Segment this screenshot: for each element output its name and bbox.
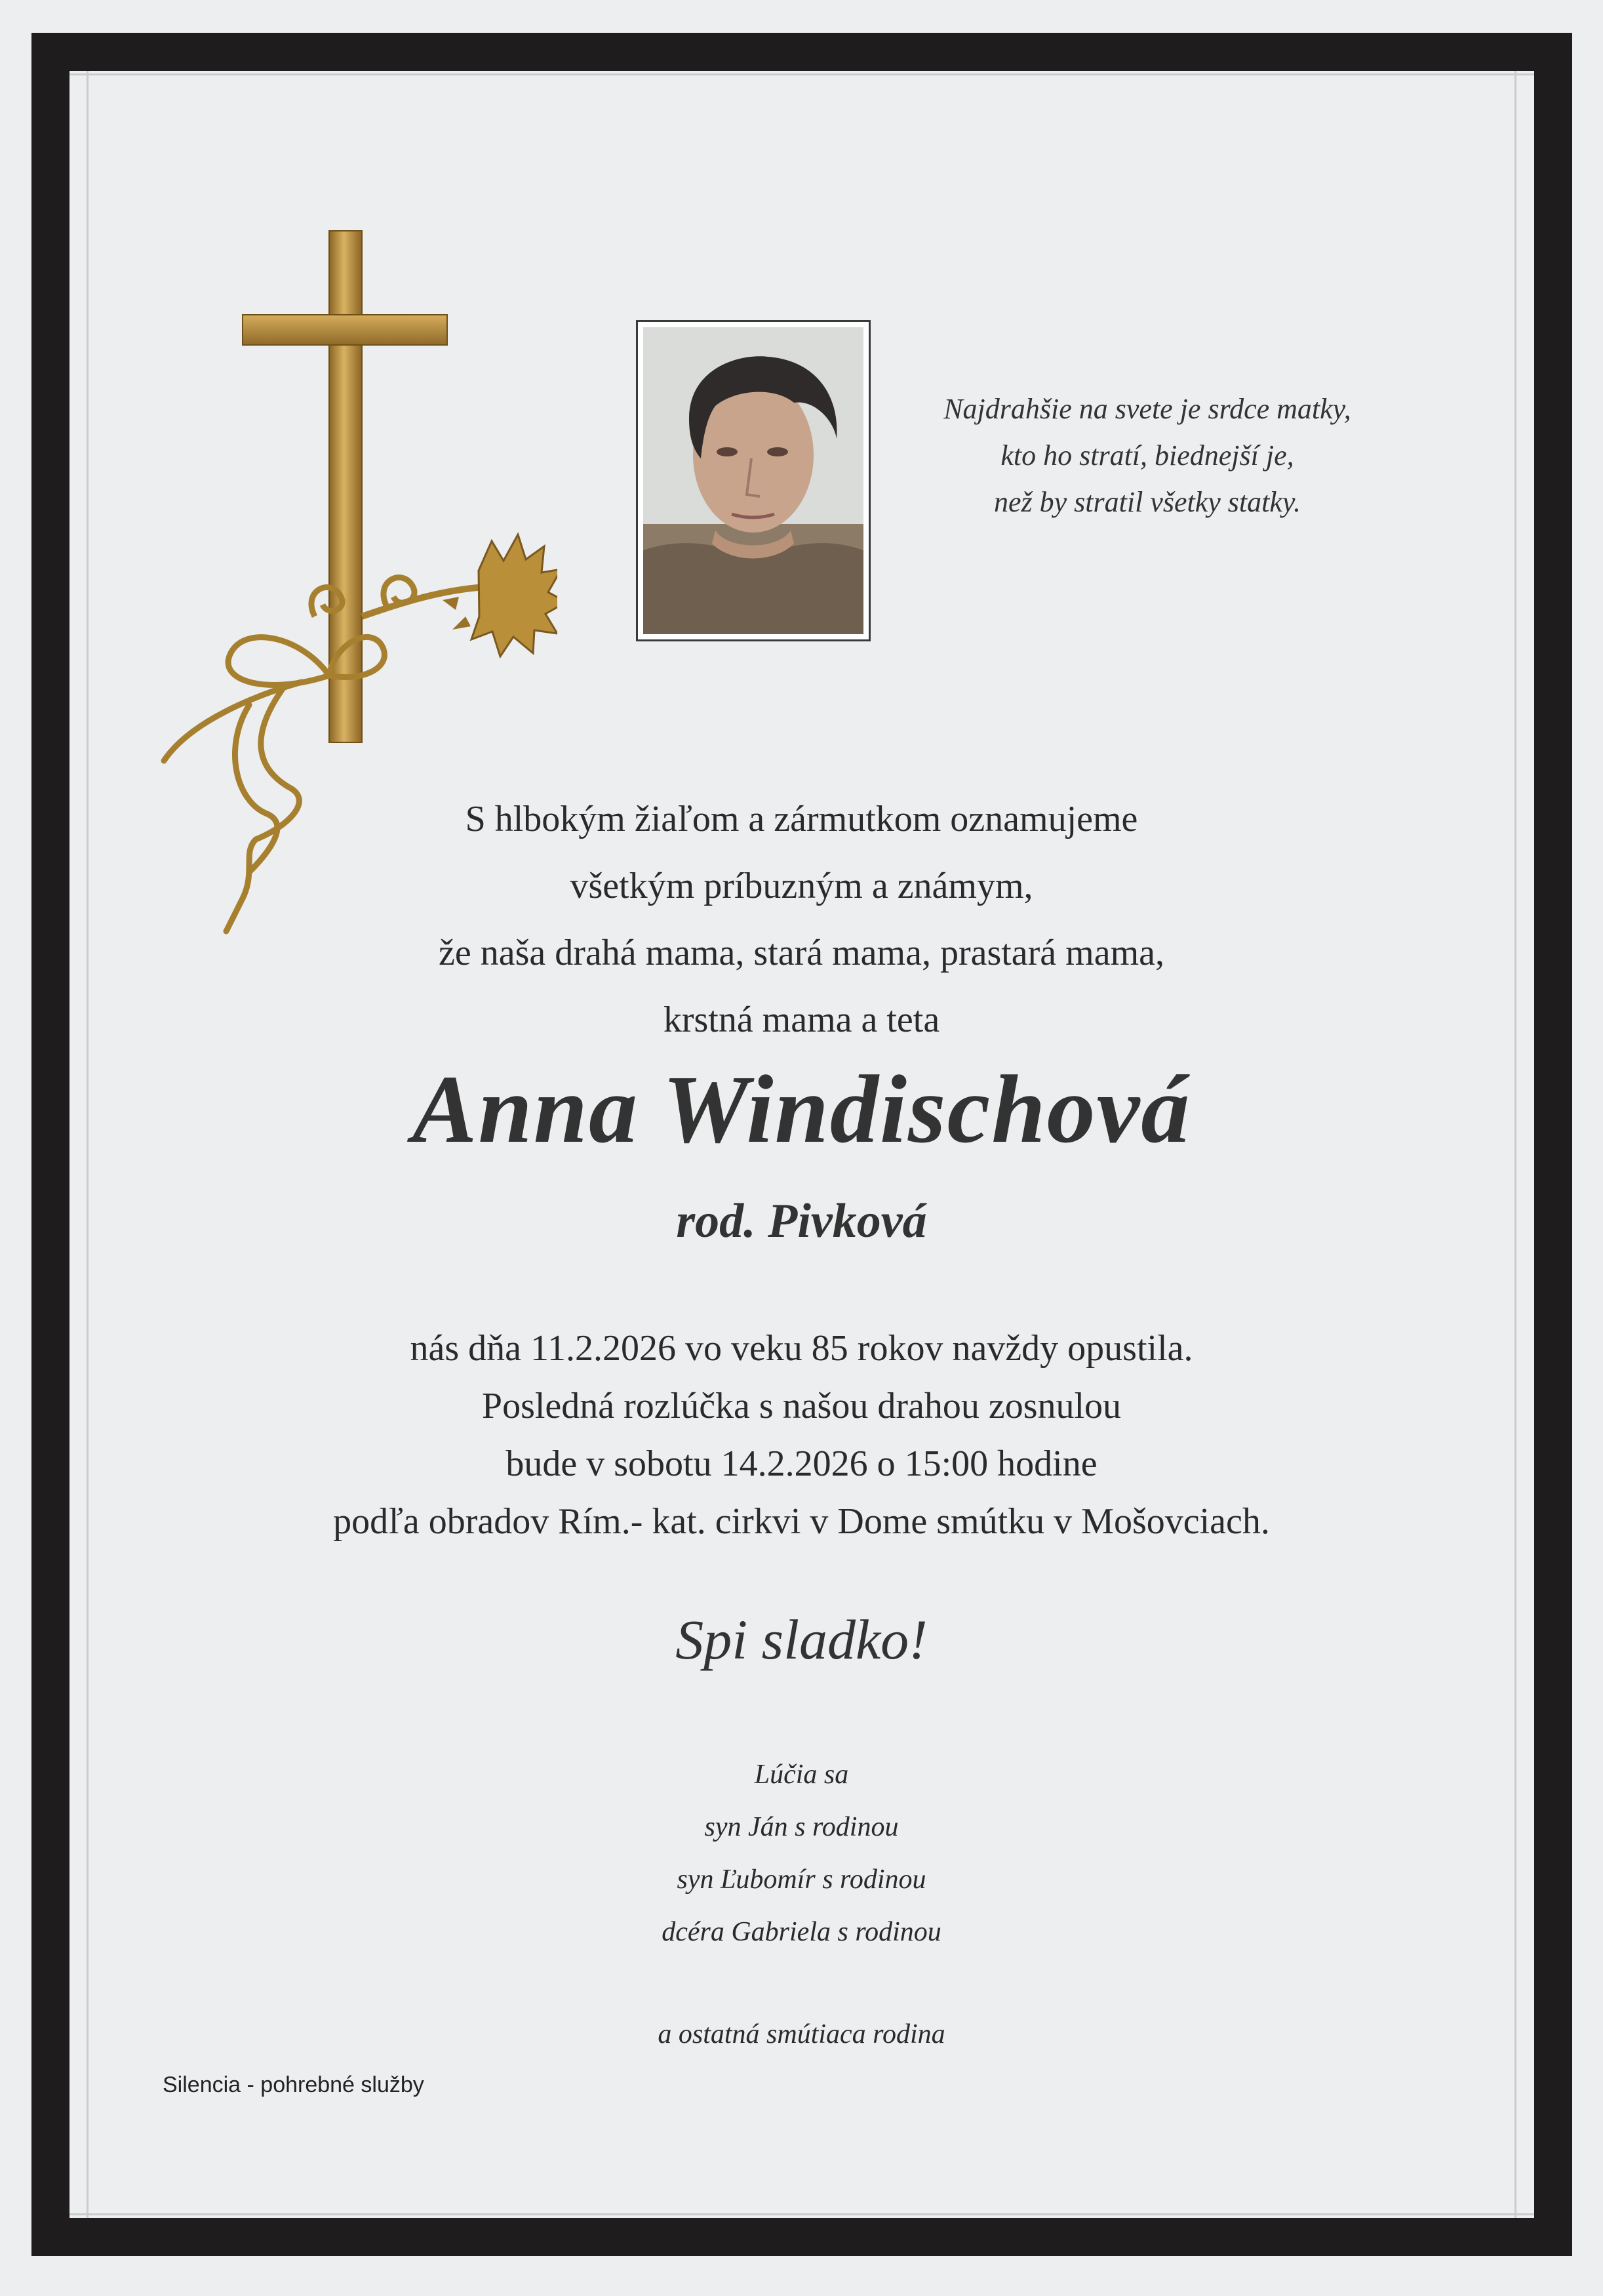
details-line-1: nás dňa 11.2.2026 vo veku 85 rokov navždy opustila. bbox=[410, 1328, 1193, 1369]
mourners-line-4: dcéra Gabriela s rodinou bbox=[662, 1917, 941, 1947]
poem-line-2: kto ho stratí, biednejší je, bbox=[1000, 439, 1294, 472]
frame-bottom bbox=[31, 2218, 1572, 2256]
mourners-line-3: syn Ľubomír s rodinou bbox=[677, 1864, 926, 1895]
frame-inner-bottom bbox=[69, 2213, 1534, 2215]
announcement-line-4: krstná mama a teta bbox=[663, 999, 940, 1040]
poem bbox=[852, 386, 1442, 525]
portrait-image bbox=[643, 327, 863, 634]
mourners-list bbox=[0, 1748, 1603, 1958]
farewell-text: Spi sladko! bbox=[675, 1608, 928, 1671]
maiden-name: rod. Pivková bbox=[676, 1194, 927, 1248]
portrait-photo bbox=[636, 320, 871, 641]
mourners-rest: a ostatná smútiaca rodina bbox=[658, 2019, 945, 2049]
funeral-service-name: Silencia - pohrebné služby bbox=[163, 2072, 424, 2097]
frame-top bbox=[31, 33, 1572, 71]
deceased-name: Anna Windischová bbox=[412, 1056, 1191, 1163]
mourners-line-2: syn Ján s rodinou bbox=[704, 1812, 899, 1842]
announcement bbox=[0, 786, 1603, 1053]
poem-line-1: Najdrahšie na svete je srdce matky, bbox=[943, 393, 1351, 425]
announcement-line-1: S hlbokým žiaľom a zármutkom oznamujeme bbox=[465, 799, 1138, 839]
mourners-line-1: Lúčia sa bbox=[754, 1760, 849, 1790]
poem-line-3: než by stratil všetky statky. bbox=[994, 486, 1301, 518]
details-line-4: podľa obradov Rím.- kat. cirkvi v Dome smútku v Mošovciach. bbox=[333, 1501, 1270, 1542]
frame-inner-top bbox=[69, 73, 1534, 75]
details-line-3: bude v sobotu 14.2.2026 o 15:00 hodine bbox=[505, 1443, 1098, 1484]
details-line-2: Posledná rozlúčka s našou drahou zosnulou bbox=[481, 1386, 1122, 1426]
funeral-details bbox=[0, 1319, 1603, 1550]
announcement-line-2: všetkým príbuzným a známym, bbox=[570, 866, 1033, 906]
announcement-line-3: že naša drahá mama, stará mama, prastará mama, bbox=[439, 933, 1164, 973]
